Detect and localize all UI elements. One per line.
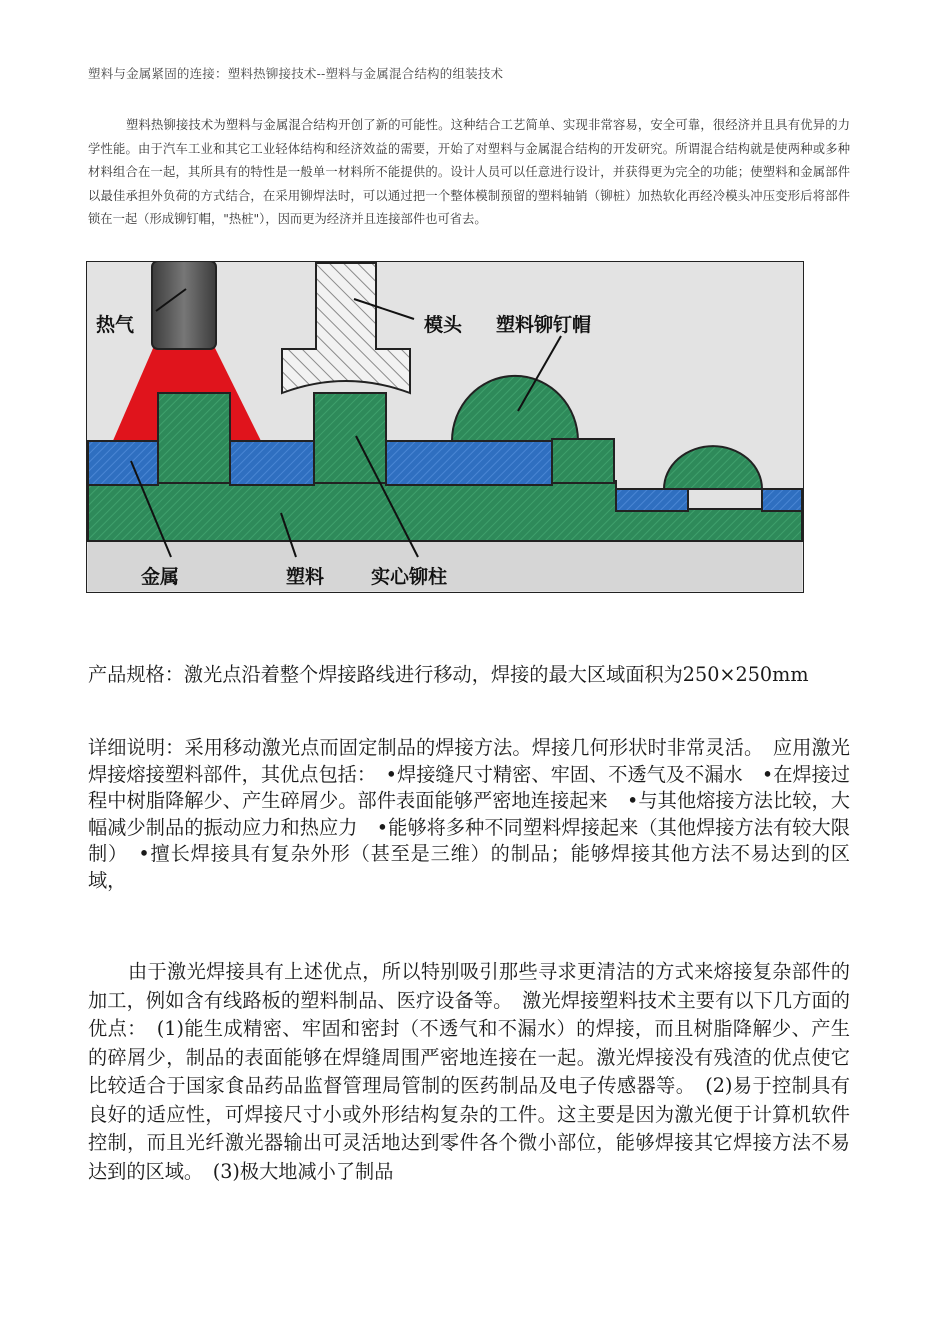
hot-air-nozzle <box>152 261 216 349</box>
label-die-head: 模头 <box>424 314 463 336</box>
page-title: 塑料与金属紧固的连接：塑料热铆接技术--塑料与金属混合结构的组装技术 <box>88 66 504 81</box>
label-hot-air: 热气 <box>96 314 135 336</box>
metal-sheet-1 <box>88 441 158 485</box>
metal-sheet-5 <box>616 489 688 511</box>
advantages-paragraph: 由于激光焊接具有上述优点，所以特别吸引那些寻求更清洁的方式来熔接复杂部件的加工，例如含有线路板的塑料制品、医疗设备等。 激光焊接塑料技术主要有以下几方面的优点： (1)能生成精密、牢固和密封（不透气和不漏水）的焊接，而且树脂降解少、产生的碎屑少，制品的表面能够在焊缝周围严密地连接在一起。激光焊接没有残渣的优点使它比较适合于国家食品药品监督管理局管制的医药制品及电子传感器等。 (2)易于控制具有良好的适应性，可焊接尺寸小或外形结构复杂的工件。这主要是因为激光便于计算机软件控制，而且光纤激光器输出可灵活地达到零件各个微小部位，能够焊接其它焊接方法不易达到的区域。 (3)极大地减小了制品 <box>88 960 850 1183</box>
solid-rivet-post-left <box>158 393 230 483</box>
label-solid-post: 实心铆柱 <box>371 566 448 588</box>
label-metal: 金属 <box>141 566 180 588</box>
label-plastic: 塑料 <box>286 566 325 588</box>
product-spec: 产品规格：激光点沿着整个焊接路线进行移动，焊接的最大区域面积为250×250mm <box>88 663 809 686</box>
metal-sheet-6 <box>762 489 802 511</box>
metal-sheet-2 <box>230 441 314 485</box>
intro-paragraph: 塑料热铆接技术为塑料与金属混合结构开创了新的可能性。这种结合工艺简单、实现非常容易，安全可靠，很经济并且具有优异的力学性能。由于汽车工业和其它工业轻体结构和经济效益的需要，开始了对塑料与金属混合结构的开发研究。所谓混合结构就是使两种或多种材料组合在一起，其所具有的特性是一般单一材料所不能提供的。设计人员可以任意进行设计，并获得更为完全的功能；使塑料和金属部件以最佳承担外负荷的方式结合，在采用铆焊法时，可以通过把一个整体模制预留的塑料轴销（铆桩）加热软化再经冷模头冲压变形后将部件锁在一起（形成铆钉帽，"热桩"），因而更为经济并且连接部件也可省去。 <box>88 118 850 227</box>
heat-staking-diagram <box>86 261 804 593</box>
detail-description: 详细说明：采用移动激光点而固定制品的焊接方法。焊接几何形状时非常灵活。 应用激光焊接熔接塑料部件，其优点包括： •焊接缝尺寸精密、牢固、不透气及不漏水 •在焊接过程中树脂降解少、产生碎屑少。部件表面能够严密地连接起来 •与其他熔接方法比较，大幅减少制品的振动应力和热应力 •能够将多种不同塑料焊接起来（其他焊接方法有较大限制） •擅长焊接具有复杂外形（甚至是三维）的制品；能够焊接其他方法不易达到的区域， <box>88 736 850 892</box>
rivet-stem-large <box>552 439 614 483</box>
label-rivet-cap: 塑料铆钉帽 <box>496 314 592 336</box>
metal-sheet-3 <box>386 441 552 485</box>
solid-rivet-post-center <box>314 393 386 483</box>
